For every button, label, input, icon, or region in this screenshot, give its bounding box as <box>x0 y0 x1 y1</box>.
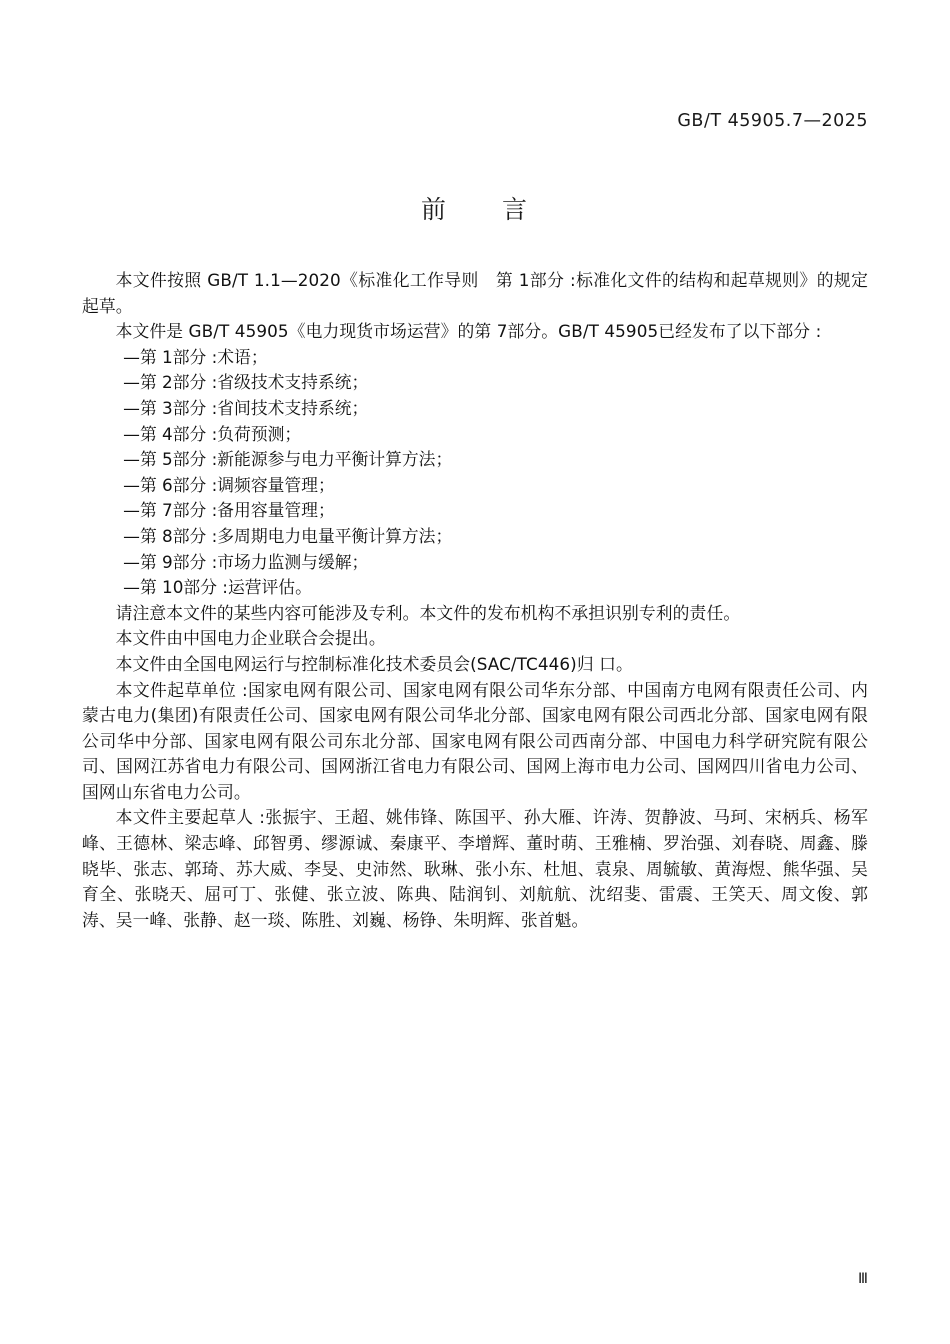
list-item: —第 6部分 :调频容量管理； <box>123 474 335 495</box>
page-title: 前 言 <box>420 195 529 224</box>
list-item: —第 4部分 :负荷预测； <box>123 423 302 444</box>
list-item: —第 5部分 :新能源参与电力平衡计算方法； <box>123 449 453 470</box>
foreword-paragraph-basis: 本文件按照 GB/T 1.1—2020《标准化工作导则 第 1部分 :标准化文件的结构和起草规则》的规定起草。 <box>82 270 868 316</box>
foreword-paragraph-drafting-organizations: 本文件起草单位 :国家电网有限公司、国家电网有限公司华东分部、中国南方电网有限责任公司、内蒙古电力(集团)有限责任公司、国家电网有限公司华北分部、国家电网有限公司西北分部、国家电网有限公司华中分部、国家电网有限公司东北分部、国家电网有限公司西南分部、中国电力科学研究院有限公司、国网江苏省电力有限公司、国网浙江省电力有限公司、国网上海市电力公司、国网四川省电力公司、国网山东省电力公司。 <box>82 679 868 802</box>
page-header-standard-number: GB/T 45905.7—2025 <box>677 111 868 131</box>
foreword-paragraph-proposer: 本文件由中国电力企业联合会提出。 <box>115 628 386 649</box>
page-number: Ⅲ <box>858 1271 868 1287</box>
foreword-paragraph-series-intro: 本文件是 GB/T 45905《电力现货市场运营》的第 7部分。GB/T 45905已经发布了以下部分 : <box>115 321 822 342</box>
foreword-body <box>82 268 868 933</box>
list-item: —第 10部分 :运营评估。 <box>123 577 312 598</box>
foreword-paragraph-committee: 本文件由全国电网运行与控制标准化技术委员会(SAC/TC446)归 口。 <box>115 653 633 674</box>
foreword-paragraph-principal-drafters: 本文件主要起草人 :张振宇、王超、姚伟锋、陈国平、孙大雁、许涛、贺静波、马珂、宋柄兵、杨军峰、王德林、梁志峰、邱智勇、缪源诚、秦康平、李增辉、董时萌、王雅楠、罗治强、刘春晓、周鑫、滕晓毕、张志、郭琦、苏大威、李旻、史沛然、耿琳、张小东、杜旭、袁泉、周毓敏、黄海煜、熊华强、吴育全、张晓天、屈可丁、张健、张立波、陈典、陆润钊、刘航航、沈绍斐、雷震、王笑天、周文俊、郭涛、吴一峰、张静、赵一琰、陈胜、刘巍、杨铮、朱明辉、张首魁。 <box>82 807 868 930</box>
list-item: —第 3部分 :省间技术支持系统； <box>123 397 369 418</box>
list-item: —第 8部分 :多周期电力电量平衡计算方法； <box>123 525 453 546</box>
list-item: —第 9部分 :市场力监测与缓解； <box>123 551 369 572</box>
list-item: —第 7部分 :备用容量管理； <box>123 500 335 521</box>
list-item: —第 2部分 :省级技术支持系统； <box>123 372 369 393</box>
list-item: —第 1部分 :术语； <box>123 346 268 367</box>
standard-parts-list <box>82 345 868 601</box>
foreword-paragraph-patent-notice: 请注意本文件的某些内容可能涉及专利。本文件的发布机构不承担识别专利的责任。 <box>115 602 741 623</box>
